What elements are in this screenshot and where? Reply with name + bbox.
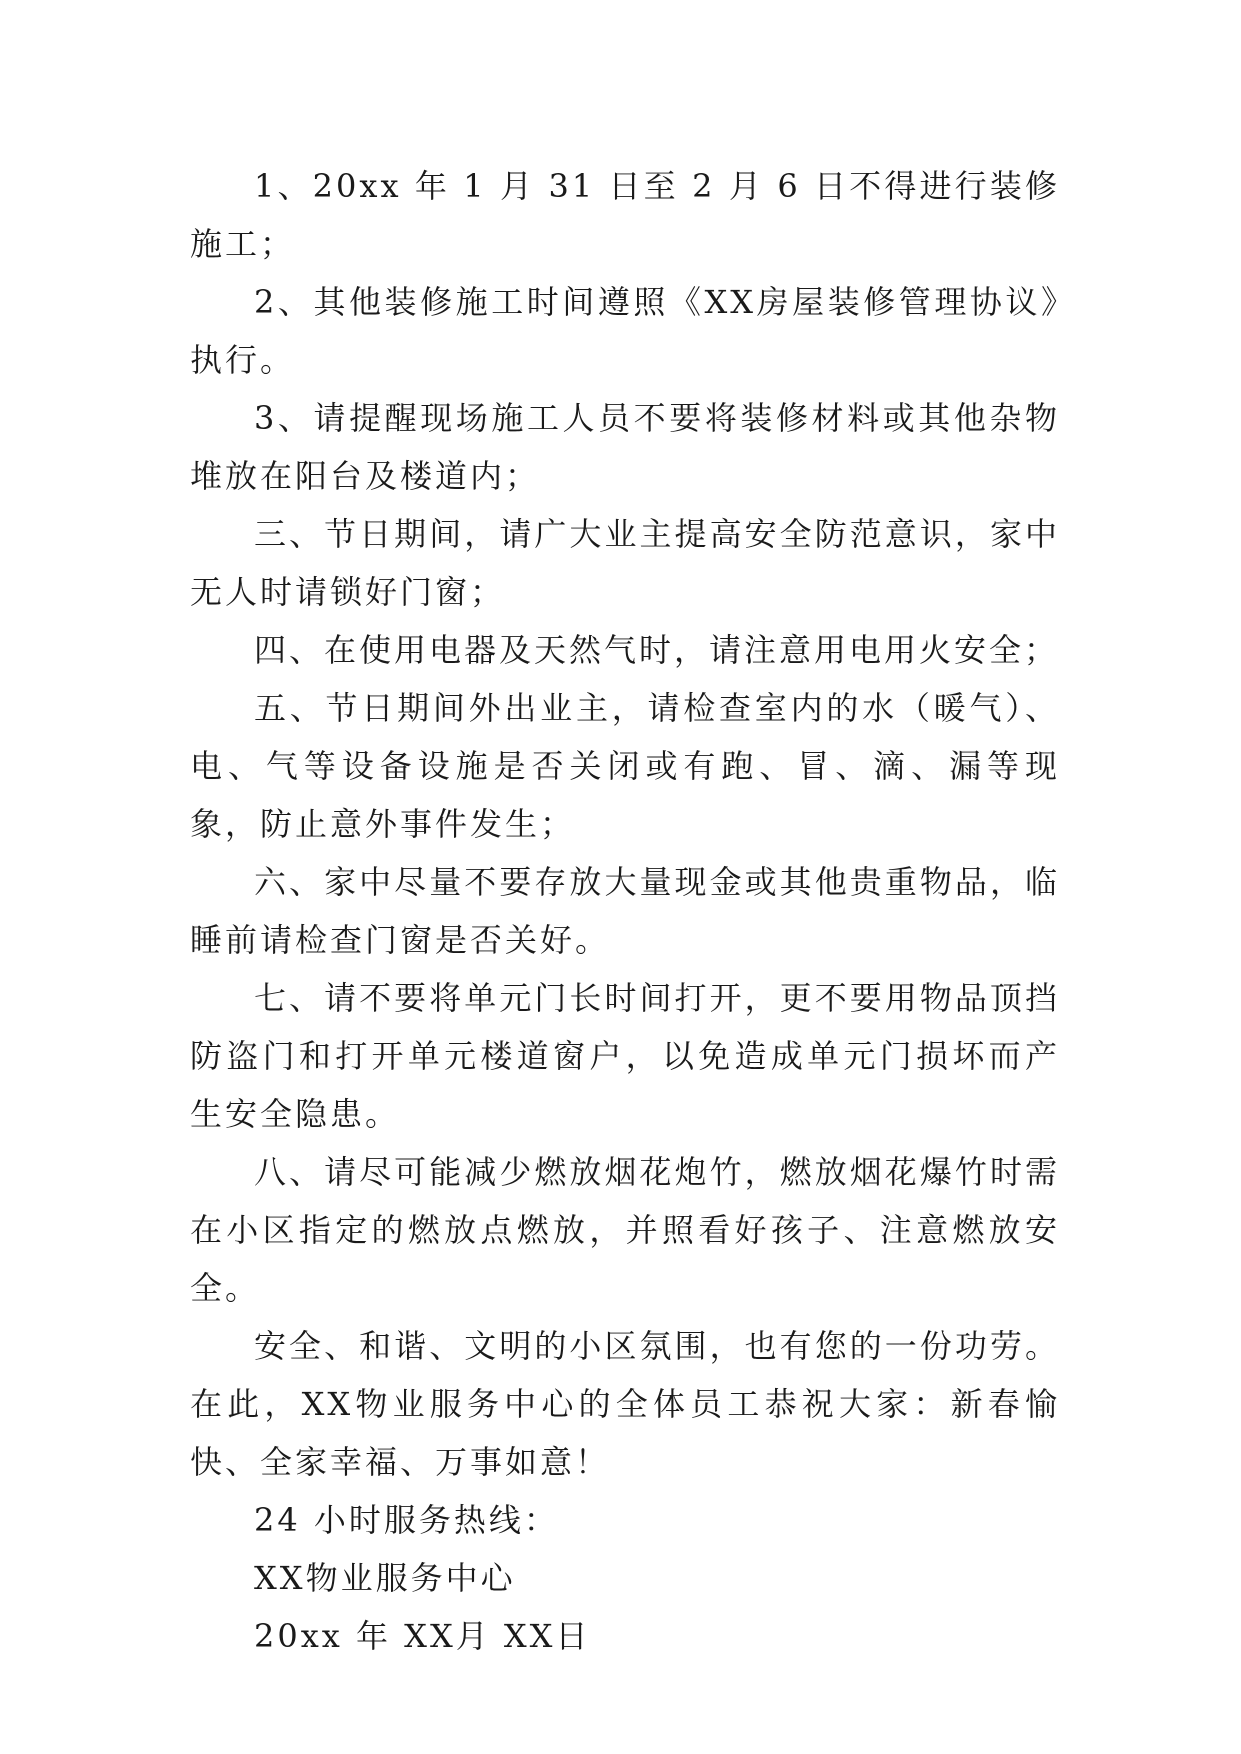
hotline-label: 24 小时服务热线： [254,1501,559,1539]
paragraph-safety-awareness: 三、节日期间，请广大业主提高安全防范意识，家中无人时请锁好门窗； [190,515,1060,611]
paragraph-valuables: 六、家中尽量不要存放大量现金或其他贵重物品，临睡前请检查门窗是否关好。 [190,863,1060,959]
paragraph-renovation-agreement: 2、其他装修施工时间遵照《XX房屋装修管理协议》执行。 [190,283,1060,379]
paragraph-materials-storage: 3、请提醒现场施工人员不要将装修材料或其他杂物堆放在阳台及楼道内； [190,399,1060,495]
document-body [190,157,1060,1665]
signature-date: 20xx 年 XX月 XX日 [254,1617,591,1655]
paragraph-unit-door: 七、请不要将单元门长时间打开，更不要用物品顶挡防盗门和打开单元楼道窗户，以免造成单元门损坏而产生安全隐患。 [190,979,1060,1133]
paragraph-fireworks: 八、请尽可能减少燃放烟花炮竹，燃放烟花爆竹时需在小区指定的燃放点燃放，并照看好孩子、注意燃放安全。 [190,1153,1060,1307]
paragraph-greeting: 安全、和谐、文明的小区氛围，也有您的一份功劳。在此，XX物业服务中心的全体员工恭祝大家：新春愉快、全家幸福、万事如意！ [190,1327,1060,1481]
paragraph-renovation-date: 1、20xx 年 1 月 31 日至 2 月 6 日不得进行装修施工； [190,167,1060,263]
paragraph-travel-check: 五、节日期间外出业主，请检查室内的水（暖气）、电、气等设备设施是否关闭或有跑、冒、滴、漏等现象，防止意外事件发生； [190,689,1060,843]
paragraph-appliance-safety: 四、在使用电器及天然气时，请注意用电用火安全； [254,631,1060,669]
signature-organization: XX物业服务中心 [254,1559,516,1597]
